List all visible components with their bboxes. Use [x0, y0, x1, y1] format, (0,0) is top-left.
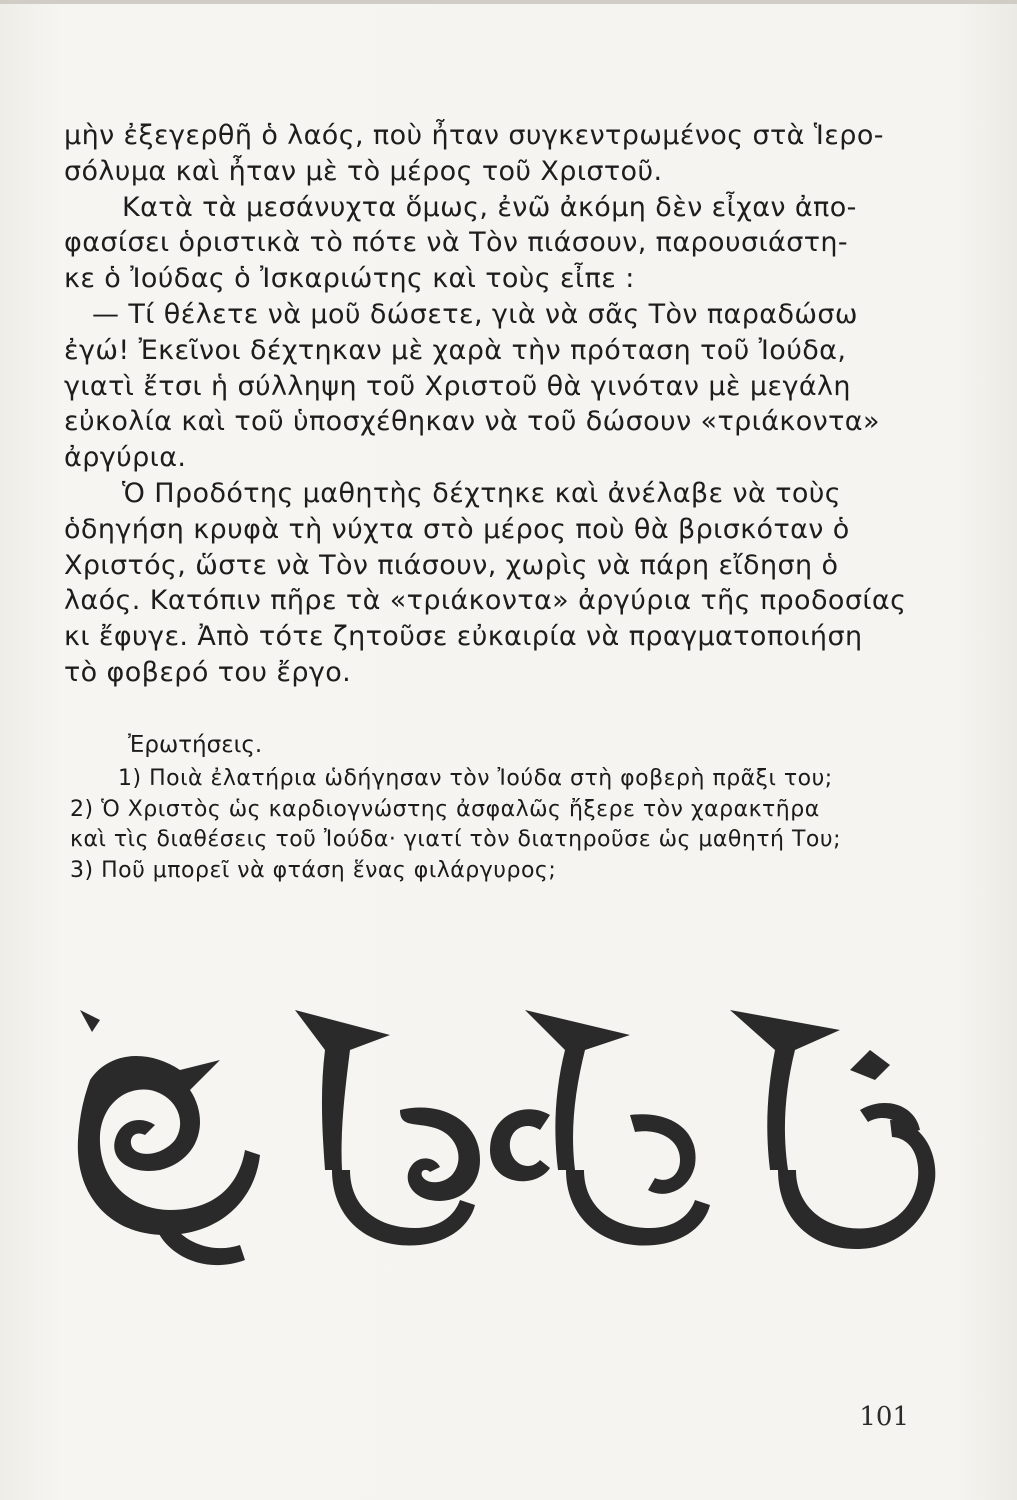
text-line: Χριστός, ὥστε νὰ Τὸν πιάσουν, χωρὶς νὰ πάρη εἴδηση ὁ	[64, 549, 839, 581]
text-line: κε ὁ Ἰούδας ὁ Ἰσκαριώτης καὶ τοὺς εἶπε :	[64, 263, 635, 295]
text-line: ἐγώ! Ἐκεῖνοι δέχτηκαν μὲ χαρὰ τὴν πρόταση τοῦ Ἰούδα,	[64, 334, 847, 366]
ornament-scroll-icon	[78, 1010, 260, 1265]
text-line: κι ἔφυγε. Ἀπὸ τότε ζητοῦσε εὐκαιρία νὰ πραγματοποιήση	[64, 621, 863, 653]
page-top-edge	[0, 0, 1017, 4]
text-line: εὐκολία καὶ τοῦ ὑποσχέθηκαν νὰ τοῦ δώσουν «τριάκοντα»	[64, 406, 880, 438]
text-line: μὴν ἐξεγερθῆ ὁ λαός, ποὺ ἦταν συγκεντρωμένος στὰ Ἱερο-	[64, 120, 884, 151]
text-line: — Τί θέλετε νὰ μοῦ δώσετε, γιὰ νὰ σᾶς Τὸν παραδώσω	[92, 298, 858, 330]
questions-section	[70, 726, 930, 886]
question-item: 3) Ποῦ μπορεῖ νὰ φτάση ἕνας φιλάργυρος;	[70, 857, 557, 883]
text-line: φασίσει ὁριστικὰ τὸ πότε νὰ Τὸν πιάσουν, παρουσιάστη-	[64, 227, 849, 259]
main-text-block	[64, 118, 924, 691]
text-line: γιατὶ ἔτσι ἡ σύλληψη τοῦ Χριστοῦ θὰ γινόταν μὲ μεγάλη	[64, 370, 851, 402]
question-item: 2) Ὁ Χριστὸς ὡς καρδιογνώστης ἀσφαλῶς ἤξερε τὸν χαρακτῆρα	[70, 796, 820, 822]
text-line: σόλυμα καὶ ἦταν μὲ τὸ μέρος τοῦ Χριστοῦ.	[64, 155, 663, 187]
question-item: 1) Ποιὰ ἐλατήρια ὡδήγησαν τὸν Ἰούδα στὴ φοβερὴ πρᾶξι του;	[118, 766, 833, 791]
text-line: Κατὰ τὰ μεσάνυχτα ὅμως, ἐνῶ ἀκόμη δὲν εἶχαν ἀπο-	[122, 191, 857, 223]
ornament-scroll-icon	[730, 1010, 935, 1249]
decorative-ornament-icon	[70, 1010, 950, 1310]
text-line: ἀργύρια.	[64, 442, 187, 474]
questions-heading: Ἐρωτήσεις.	[128, 732, 263, 758]
text-line: τὸ φοβερό του ἔργο.	[64, 656, 352, 688]
ornament-scroll-icon	[295, 1010, 480, 1246]
ornament-scroll-icon	[490, 1010, 710, 1246]
page-number: 101	[859, 1402, 909, 1432]
text-line: ὁδηγήση κρυφὰ τὴ νύχτα στὸ μέρος ποὺ θὰ βρισκόταν ὁ	[64, 513, 850, 545]
text-line: λαός. Κατόπιν πῆρε τὰ «τριάκοντα» ἀργύρια τῆς προδοσίας	[64, 585, 907, 617]
question-item-continuation: καὶ τὶς διαθέσεις τοῦ Ἰούδα· γιατί τὸν διατηροῦσε ὡς μαθητή Του;	[70, 827, 842, 852]
text-line: Ὁ Προδότης μαθητὴς δέχτηκε καὶ ἀνέλαβε νὰ τοὺς	[122, 477, 842, 509]
